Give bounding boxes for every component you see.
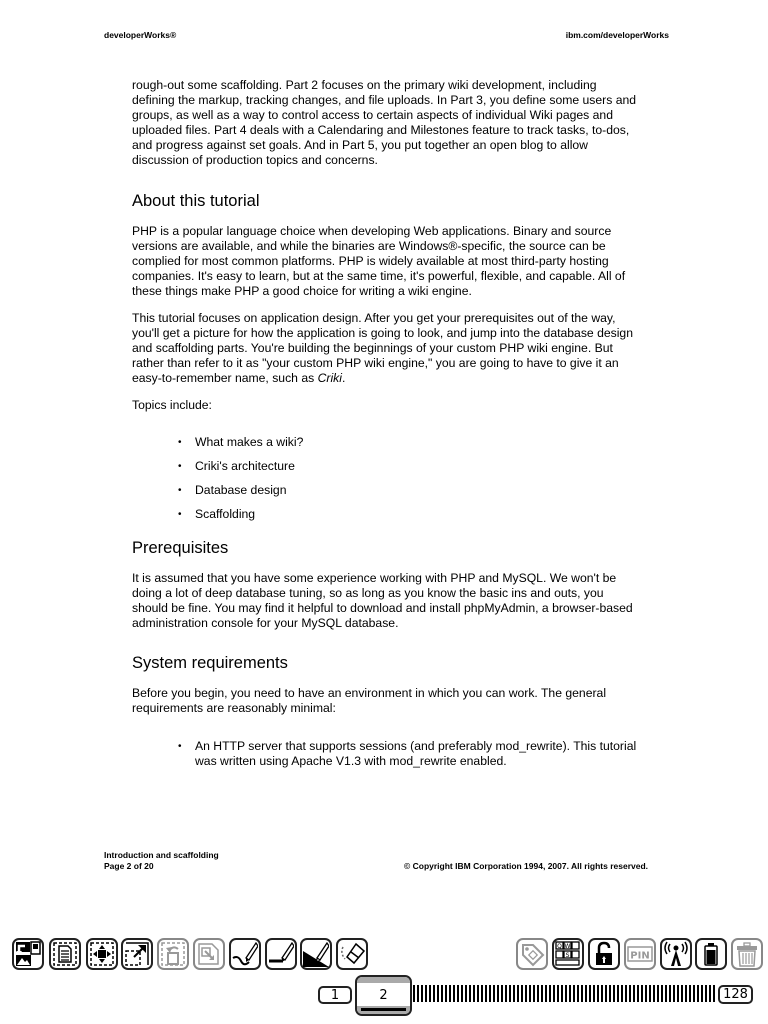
- section-heading-about: About this tutorial: [132, 192, 260, 210]
- unlock-button[interactable]: [588, 938, 620, 970]
- footer-title: Introduction and scaffolding: [104, 850, 219, 860]
- list-item: • Scaffolding: [178, 507, 637, 522]
- page-scrubber[interactable]: [413, 985, 717, 1002]
- pen-thick-icon: [268, 941, 294, 967]
- about-paragraph-2: This tutorial focuses on application design. After you get your prerequisites out of the way, you'll get a picture for how the application is going to look, and jump into the database design and scaffolding parts. You're building the beginnings of your custom PHP wiki engine. But rather than refer to it as "your custom PHP wiki engine," you are going to have to give it an easy-to-remember name, such as Criki.: [132, 311, 633, 385]
- fit-page-icon: [89, 941, 115, 967]
- list-item: • What makes a wiki?: [178, 435, 637, 450]
- list-item: • Criki's architecture: [178, 459, 637, 474]
- svg-text:Q: Q: [557, 943, 562, 950]
- document-body: [132, 78, 637, 769]
- section-heading-system-requirements: System requirements: [132, 654, 288, 672]
- section-heading-prerequisites: Prerequisites: [132, 539, 229, 557]
- rotate-image-button[interactable]: [12, 938, 44, 970]
- fit-page-button[interactable]: [86, 938, 118, 970]
- tag-button[interactable]: [516, 938, 548, 970]
- topics-label: Topics include:: [132, 398, 212, 412]
- sysreq-list: [132, 739, 637, 769]
- zoom-corner-button[interactable]: [121, 938, 153, 970]
- svg-text:S: S: [565, 952, 570, 959]
- header-brand: developerWorks®: [104, 30, 177, 40]
- pin-button[interactable]: [624, 938, 656, 970]
- keyboard-button[interactable]: [552, 938, 584, 970]
- battery-button[interactable]: [695, 938, 727, 970]
- pen-thin-icon: [232, 941, 258, 967]
- battery-icon: [698, 941, 724, 967]
- unlock-icon: [591, 941, 617, 967]
- pen-fill-icon: [303, 941, 329, 967]
- tag-icon: [519, 941, 545, 967]
- pen-thin-button[interactable]: [229, 938, 261, 970]
- document-view-button[interactable]: [49, 938, 81, 970]
- about-paragraph-1: PHP is a popular language choice when developing Web applications. Binary and source versions are available, and while the binaries are Windows®-specific, the source can be complied for most common platforms. PHP is widely available at most third-party hosting companies. It's easy to learn, but at the same time, it's powerful, flexible, and capable. All of these things make PHP a good choice for writing a wiki engine.: [132, 224, 626, 298]
- pen-thick-button[interactable]: [265, 938, 297, 970]
- export-icon: [196, 941, 222, 967]
- last-page-button[interactable]: 128: [718, 985, 753, 1004]
- header-url: ibm.com/developerWorks: [565, 30, 669, 40]
- prereq-paragraph: It is assumed that you have some experience working with PHP and MySQL. We won't be doing a lot of deep database tuning, so as long as you know the basic ins and outs, you should be fine. You may find it helpful to download and install phpMyAdmin, a browser-based administration console for your MySQL database.: [132, 571, 633, 630]
- footer-page-number: Page 2 of 20: [104, 861, 154, 871]
- trash-icon: [734, 941, 760, 967]
- svg-text:W: W: [564, 943, 571, 950]
- first-page-button[interactable]: 1: [318, 986, 352, 1004]
- pin-icon: [627, 941, 653, 967]
- wireless-icon: [663, 941, 689, 967]
- list-item: • An HTTP server that supports sessions (and preferably mod_rewrite). This tutorial was written using Apache V1.3 with mod_rewrite enabled.: [178, 739, 637, 769]
- eraser-button[interactable]: [336, 938, 368, 970]
- expand-icon: [124, 941, 150, 967]
- sysreq-paragraph: Before you begin, you need to have an environment in which you can work. The general requirements are reasonably minimal:: [132, 686, 607, 715]
- undo-icon: [160, 941, 186, 967]
- svg-text:PIN: PIN: [630, 950, 650, 962]
- undo-button[interactable]: [157, 938, 189, 970]
- document-view-icon: [52, 941, 78, 967]
- footer-copyright: © Copyright IBM Corporation 1994, 2007. All rights reserved.: [404, 861, 649, 871]
- current-page-number: 2: [379, 987, 388, 1003]
- rotate-image-icon: [15, 941, 41, 967]
- topics-list: [132, 435, 637, 522]
- list-item: • Database design: [178, 483, 637, 498]
- pen-fill-button[interactable]: [300, 938, 332, 970]
- keyboard-icon: [555, 941, 581, 967]
- wireless-button[interactable]: [660, 938, 692, 970]
- criki-name: Criki: [317, 371, 342, 385]
- current-page-indicator[interactable]: [355, 975, 412, 1016]
- eraser-icon: [339, 941, 365, 967]
- intro-paragraph: rough-out some scaffolding. Part 2 focuses on the primary wiki development, including defining the markup, tracking changes, and file uploads. In Part 3, you define some users and groups, as well as a way to control access to certain aspects of individual Wiki pages and uploaded files. Part 4 deals with a Calendaring and Milestones feature to track tasks, to-dos, and progress against set goals. And in Part 5, you put together an open blog to allow discussion of production topics and concerns.: [132, 78, 637, 167]
- export-button[interactable]: [193, 938, 225, 970]
- trash-button[interactable]: [731, 938, 763, 970]
